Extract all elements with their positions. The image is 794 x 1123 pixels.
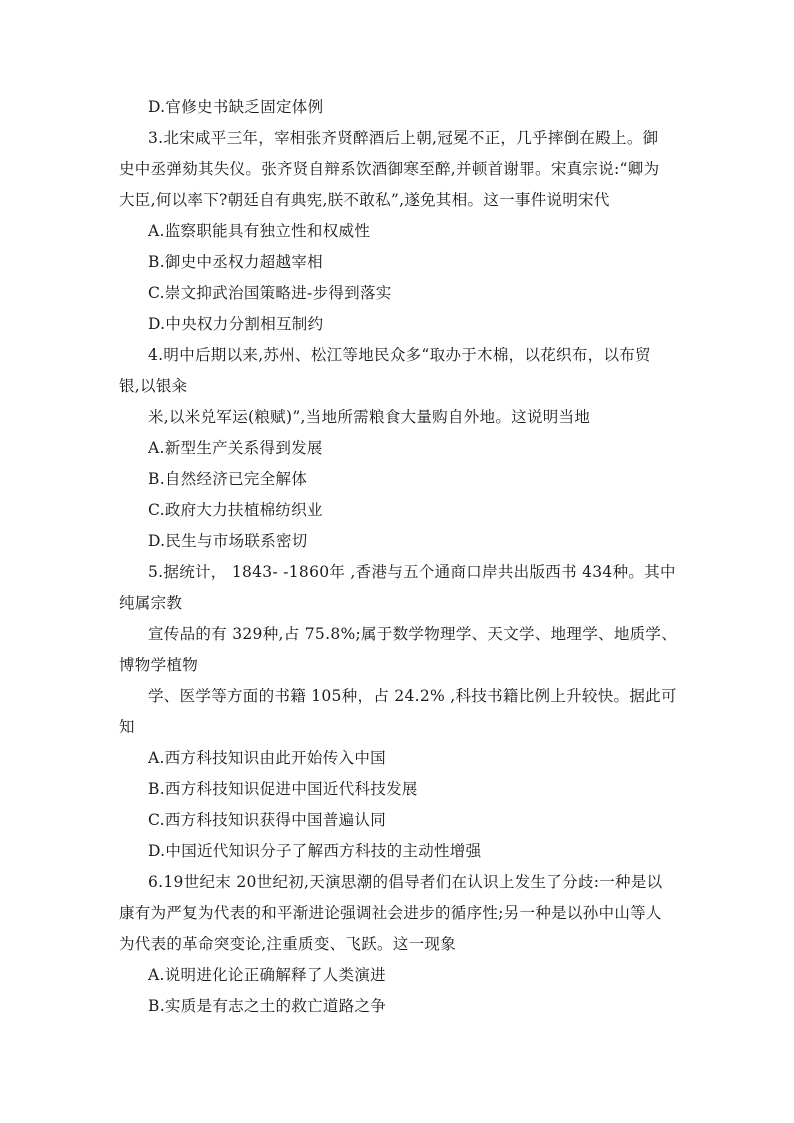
q5-stem-line-1: 5.据统计， 1843- -1860年 ,香港与五个通商口岸共出版西书 434种。其中 <box>148 563 676 581</box>
q3-option-d: D.中央权力分割相互制约 <box>148 315 324 333</box>
q3-option-b: B.御史中丞权力超越宰相 <box>148 253 323 271</box>
q4-option-b: B.自然经济已完全解体 <box>148 470 308 488</box>
q6-option-b: B.实质是有志之土的救亡道路之争 <box>148 997 387 1015</box>
q6-stem-line-3: 为代表的革命突变论,注重质变、飞跃。这一现象 <box>119 935 457 953</box>
q5-stem-line-5: 学、医学等方面的书籍 105种，占 24.2% ,科技书籍比例上升较快。据此可 <box>148 687 677 705</box>
q2-option-d: D.官修史书缺乏固定体例 <box>148 98 324 116</box>
q4-stem-line-2: 银,以银籴 <box>119 377 188 395</box>
q5-stem-line-6: 知 <box>119 718 135 736</box>
q6-stem-line-2: 康有为严复为代表的和平渐进论强调社会进步的循序性;另一种是以孙中山等人 <box>119 904 662 922</box>
q3-option-c: C.崇文抑武治国策略进-步得到落实 <box>148 284 392 302</box>
q5-option-a: A.西方科技知识由此开始传入中国 <box>148 749 386 767</box>
q6-option-a: A.说明进化论正确解释了人类演进 <box>148 966 386 984</box>
q5-option-d: D.中国近代知识分子了解西方科技的主动性增强 <box>148 842 482 860</box>
q3-option-a: A.监察职能具有独立性和权威性 <box>148 222 371 240</box>
q3-stem-line-1: 3.北宋咸平三年，宰相张齐贤醉酒后上朝,冠冕不正，几乎摔倒在殿上。御 <box>148 129 659 147</box>
q5-stem-line-3: 宣传品的有 329种,占 75.8%;属于数学物理学、天文学、地理学、地质学、 <box>148 625 678 643</box>
q4-option-d: D.民生与市场联系密切 <box>148 532 308 550</box>
q3-stem-line-2: 史中丞弹劾其失仪。张齐贤自辩系饮酒御寒至醉,并顿首谢罪。宋真宗说:“卿为 <box>119 160 660 178</box>
q4-stem-line-1: 4.明中后期以来,苏州、松江等地民众多“取办于木棉，以花织布，以布贸 <box>148 346 651 364</box>
q5-stem-line-4: 博物学植物 <box>119 656 199 674</box>
q5-stem-line-2: 纯属宗教 <box>119 594 183 612</box>
q6-stem-line-1: 6.19世纪末 20世纪初,天演思潮的倡导者们在认识上发生了分歧:一种是以 <box>148 873 663 891</box>
q5-option-c: C.西方科技知识获得中国普遍认同 <box>148 811 387 829</box>
q4-option-c: C.政府大力扶植棉纺织业 <box>148 501 323 519</box>
q4-stem-line-3: 米,以米兑军运(粮赋)”,当地所需粮食大量购自外地。这说明当地 <box>148 408 591 426</box>
q4-option-a: A.新型生产关系得到发展 <box>148 439 323 457</box>
q3-stem-line-3: 大臣,何以率下?朝廷自有典宪,朕不敢私”,遂免其相。这一事件说明宋代 <box>119 191 610 209</box>
q5-option-b: B.西方科技知识促进中国近代科技发展 <box>148 780 418 798</box>
